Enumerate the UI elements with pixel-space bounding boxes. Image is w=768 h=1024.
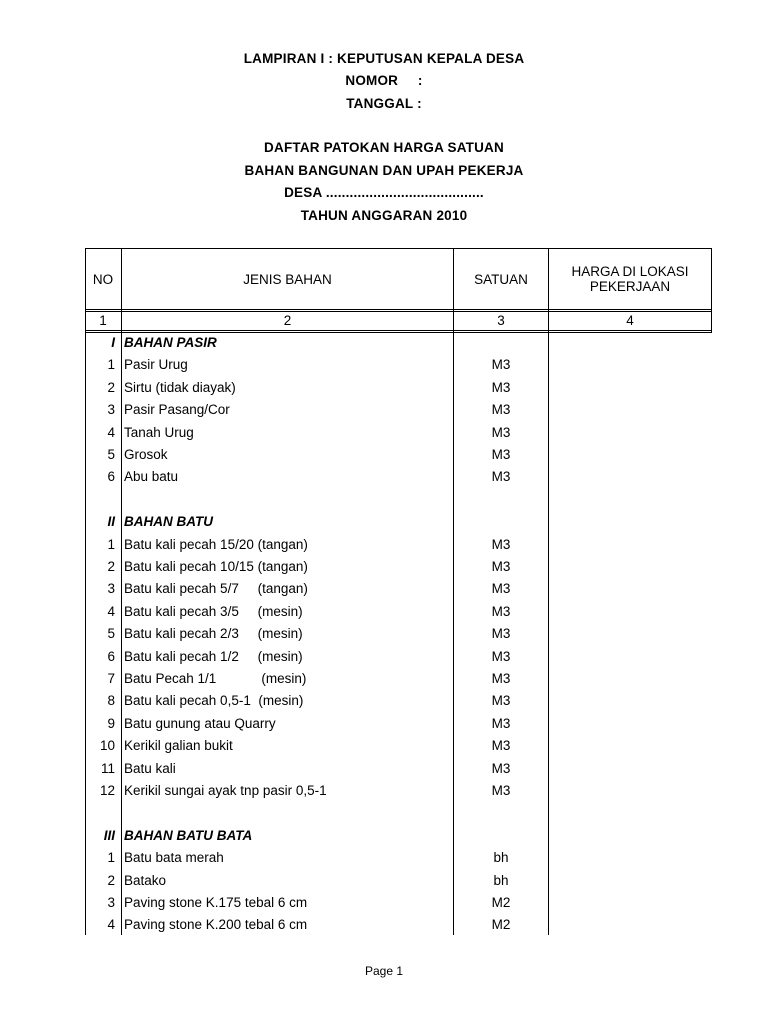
row-number: 3 — [107, 581, 115, 597]
unit-value: M3 — [491, 671, 511, 686]
row-number: 12 — [99, 783, 115, 798]
material-name: Batu kali pecah 2/3 (mesin) — [124, 626, 303, 642]
row-number: 3 — [107, 402, 115, 418]
column-divider-no — [121, 248, 122, 935]
material-name: Pasir Pasang/Cor — [124, 402, 230, 418]
unit-value: M3 — [491, 760, 511, 776]
row-number: 10 — [99, 738, 115, 754]
unit-value: bh — [493, 872, 509, 888]
unit-value: M3 — [491, 536, 511, 552]
column-header-unit: SATUAN — [474, 272, 528, 287]
unit-value: M3 — [491, 693, 511, 709]
unit-value: M3 — [491, 379, 511, 395]
row-number: 6 — [107, 648, 115, 664]
row-number: 6 — [107, 469, 115, 485]
section-title: BAHAN BATU — [124, 514, 213, 530]
header-line-nomor: NOMOR : — [345, 73, 423, 88]
section-number: II — [107, 514, 115, 530]
column-divider-unit — [548, 248, 549, 935]
row-number: 5 — [107, 447, 115, 462]
unit-value: M3 — [491, 357, 511, 373]
material-name: Batu Pecah 1/1 (mesin) — [124, 671, 307, 686]
material-name: Batu bata merah — [124, 850, 224, 866]
material-name: Batu kali pecah 15/20 (tangan) — [124, 536, 308, 552]
unit-value: M3 — [491, 402, 511, 418]
row-number: 9 — [107, 715, 115, 731]
row-number: 4 — [107, 424, 115, 440]
material-name: Batu kali pecah 10/15 (tangan) — [124, 559, 308, 574]
header-divider-2 — [85, 311, 712, 312]
section-title: BAHAN PASIR — [124, 335, 217, 350]
table-border-right — [711, 248, 712, 333]
unit-value: M3 — [491, 559, 511, 574]
unit-value: M3 — [491, 738, 511, 754]
material-name: Batu kali pecah 5/7 (tangan) — [124, 581, 308, 597]
material-name: Batu kali pecah 1/2 (mesin) — [124, 648, 303, 664]
row-number: 1 — [107, 536, 115, 552]
material-name: Pasir Urug — [124, 357, 188, 373]
row-number: 3 — [107, 895, 115, 910]
column-header-no: NO — [92, 272, 114, 287]
material-name: Paving stone K.175 tebal 6 cm — [124, 895, 308, 910]
row-number: 7 — [107, 671, 115, 686]
row-number: 2 — [107, 379, 115, 395]
unit-value: M3 — [491, 648, 511, 664]
column-number-1: 1 — [99, 313, 107, 328]
material-name: Kerikil galian bukit — [124, 738, 233, 754]
row-number: 1 — [107, 357, 115, 373]
material-name: Kerikil sungai ayak tnp pasir 0,5-1 — [124, 783, 327, 798]
row-number: 2 — [107, 559, 115, 574]
header-line-tahun: TAHUN ANGGARAN 2010 — [300, 208, 468, 223]
header-line-tanggal: TANGGAL : — [346, 96, 422, 111]
column-header-price: HARGA DI LOKASI PEKERJAAN — [571, 264, 689, 294]
section-number: I — [111, 335, 115, 350]
unit-value: M3 — [491, 469, 511, 485]
column-number-2: 2 — [283, 313, 292, 328]
row-number: 4 — [107, 917, 115, 933]
material-name: Batu gunung atau Quarry — [124, 715, 276, 731]
row-number: 8 — [107, 693, 115, 709]
unit-value: M2 — [491, 895, 511, 910]
header-line-subtitle: BAHAN BANGUNAN DAN UPAH PEKERJA — [244, 163, 524, 178]
column-number-divider-2 — [85, 332, 712, 333]
unit-value: M3 — [491, 447, 511, 462]
material-name: Batu kali — [124, 760, 176, 776]
column-number-4: 4 — [626, 313, 634, 328]
row-number: 5 — [107, 626, 115, 642]
row-number: 4 — [107, 603, 115, 619]
material-name: Grosok — [124, 447, 168, 462]
row-number: 2 — [107, 872, 115, 888]
material-name: Sirtu (tidak diayak) — [124, 379, 236, 395]
row-number: 11 — [100, 760, 115, 776]
header-line-lampiran: LAMPIRAN I : KEPUTUSAN KEPALA DESA — [243, 51, 525, 66]
material-name: Batako — [124, 872, 167, 888]
price-table — [85, 248, 712, 935]
material-name: Tanah Urug — [124, 424, 194, 440]
header-divider-1 — [85, 309, 712, 310]
unit-value: M3 — [491, 603, 511, 619]
column-header-item: JENIS BAHAN — [243, 272, 332, 287]
unit-value: M3 — [491, 715, 511, 731]
column-number-divider-1 — [85, 330, 712, 331]
column-number-3: 3 — [497, 313, 505, 328]
material-name: Paving stone K.200 tebal 6 cm — [124, 917, 308, 933]
section-number: III — [103, 827, 115, 843]
section-title: BAHAN BATU BATA — [124, 827, 253, 843]
row-number: 1 — [107, 850, 115, 866]
material-name: Batu kali pecah 3/5 (mesin) — [124, 603, 303, 619]
unit-value: M2 — [491, 917, 511, 933]
unit-value: M3 — [491, 626, 511, 642]
unit-value: M3 — [491, 424, 511, 440]
unit-value: M3 — [491, 783, 511, 798]
material-name: Abu batu — [124, 469, 179, 485]
header-line-desa: DESA ........................................ — [284, 185, 484, 200]
table-border-top — [85, 248, 712, 249]
header-line-title: DAFTAR PATOKAN HARGA SATUAN — [264, 140, 504, 155]
unit-value: M3 — [491, 581, 511, 597]
material-name: Batu kali pecah 0,5-1 (mesin) — [124, 693, 304, 709]
unit-value: bh — [493, 850, 509, 866]
page-number: Page 1 — [364, 964, 404, 978]
